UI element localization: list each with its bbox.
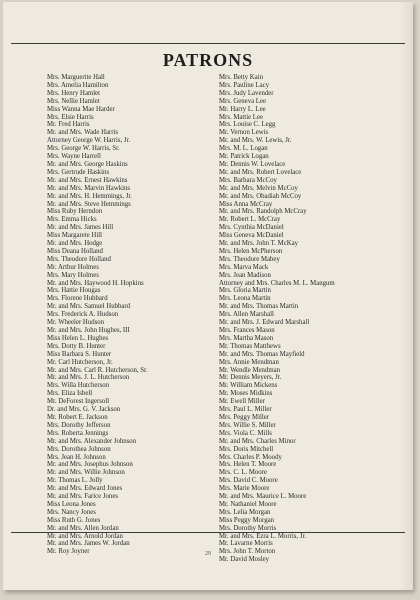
patron-name: Miss Helen L. Hughes	[47, 334, 109, 342]
patron-name: Mrs. Frederick A. Hudson	[47, 311, 119, 319]
patron-name: Mr. and Mrs. Haywood H. Hopkins	[47, 279, 144, 287]
patron-name: Mrs. Paul L. Miller	[219, 406, 272, 414]
patron-name: Mrs. Theodore Holland	[47, 255, 111, 263]
patron-name: Mr. Moses Midkins	[219, 390, 273, 398]
patron-name: Mrs. Marva Mack	[219, 263, 269, 271]
patron-name: Mr. and Mrs. Alexander Johnson	[47, 437, 137, 445]
patron-name: Mr. Roy Joyner	[47, 548, 90, 556]
patron-name: Mrs. Jean Madison	[219, 271, 271, 279]
patron-name: Mrs. Helen T. Moore	[219, 461, 277, 469]
patron-name: Mr. and Mrs. Obadiah McCoy	[219, 192, 302, 200]
patron-name: Mrs. Geneva Lee	[219, 97, 266, 105]
patron-name: Mr. Nathaniel Moore	[219, 500, 277, 508]
patron-name: Dr. and Mrs. G. V. Jackson	[47, 406, 121, 414]
patrons-list-right	[219, 74, 335, 564]
bottom-divider	[11, 532, 405, 533]
patron-name: Mrs. Gloria Martin	[219, 287, 271, 295]
patron-name: Mr. Patrick Logan	[219, 153, 269, 161]
patron-name: Mrs. Roberta Jennings	[47, 429, 109, 437]
patron-name: Mr. and Mrs. Hodge	[47, 240, 103, 248]
patron-name: Attorney George W. Harris, Jr.	[47, 137, 131, 145]
patron-name: Miss Leona Jones	[47, 500, 96, 508]
patron-name: Mr. and Mrs. Charles Minor	[219, 437, 296, 445]
patron-name: Mrs. Allen Marshall	[219, 311, 274, 319]
patron-name: Mrs. M. L. Logan	[219, 145, 268, 153]
patron-name: Mrs. Willie S. Miller	[219, 421, 276, 429]
patron-name: Mr. and Mrs. Arnold Jordan	[47, 532, 123, 540]
patron-name: Mrs. Jean H. Johnson	[47, 453, 106, 461]
patron-name: Miss Barbara S. Hunter	[47, 350, 112, 358]
patron-name: Miss Peggy Morgan	[219, 516, 275, 524]
patrons-list-left	[47, 74, 148, 556]
patron-name: Mrs. Dorothy Morris	[219, 524, 277, 532]
patron-name: Mr. and Mrs. W. Lewis, Jr.	[219, 137, 292, 145]
patron-name: Mr. Dennis W. Lovelace	[219, 160, 286, 168]
patron-name: Mr. Carl Hutcherson, Jr.	[47, 358, 113, 366]
patron-name: Mr. Ewell Miller	[219, 398, 265, 406]
patron-name: Mrs. Wayne Harrell	[47, 153, 101, 161]
patron-name: Mrs. Barbara McCoy	[219, 176, 277, 184]
patron-name: Mr. and Mrs. John Hughes, III	[47, 327, 130, 334]
patron-name: Mr. Robert L. McCray	[219, 216, 281, 224]
document-page	[3, 2, 413, 590]
patron-name: Mrs. Elsie Harris	[47, 113, 94, 121]
patron-name: Mr. and Mrs. H. Hemmings, Jr.	[47, 192, 132, 200]
patron-name: Mrs. Cynthia McDaniel	[219, 224, 284, 232]
patron-name: Mrs. Betty Kain	[219, 74, 263, 81]
patron-name: Mr. and Mrs. Carl R. Hutcherson, Sr.	[47, 366, 148, 374]
patron-name: Mr. and Mrs. Marvin Hawkins	[47, 184, 131, 192]
patron-name: Mrs. Hattie Hougas	[47, 287, 101, 295]
page-title: PATRONS	[162, 50, 254, 70]
patron-name: Mr. and Mrs. Thomas Martin	[219, 303, 299, 311]
patron-name: Mrs. Annie Mendman	[219, 358, 279, 366]
patron-name: Mrs. Viola C. Mills	[219, 429, 272, 437]
patron-name: Mr. and Mrs. George Haskins	[47, 160, 128, 168]
patron-name: Miss Margarete Hill	[47, 232, 102, 240]
patron-name: Mr. and Mrs. J. Edward Marshall	[219, 319, 310, 327]
patron-name: Mrs. David C. Moore	[219, 477, 278, 485]
patron-name: Miss Deana Holland	[47, 247, 103, 255]
patron-name: Mr. and Mrs. Willie Johnson	[47, 469, 125, 477]
patron-name: Mrs. Willa Hutcherson	[47, 382, 110, 390]
top-divider	[11, 43, 405, 44]
patron-name: Mr. David Mosley	[219, 556, 270, 564]
patron-name: Mr. and Mrs. Edward Jones	[47, 485, 123, 493]
patron-name: Mr. and Mrs. Josephus Johnson	[47, 461, 133, 469]
patron-name: Mrs. Judy Lavender	[219, 89, 274, 97]
patron-name: Mrs. Mary Holmes	[47, 271, 99, 279]
patron-name: Mrs. Martha Mason	[219, 334, 274, 342]
patron-name: Mrs. Dotty B. Hunter	[47, 342, 106, 350]
patron-name: Mr. Lavarne Morris	[219, 540, 273, 548]
patron-name: Mrs. Dorothy Jefferson	[47, 421, 111, 429]
patron-name: Mrs. Emma Hicks	[47, 216, 97, 224]
patron-name: Mrs. Charles P. Moody	[219, 453, 282, 461]
patron-name: Mr. Wendle Mendman	[219, 366, 281, 374]
patron-name: Miss Anna McCray	[219, 200, 273, 208]
patron-name: Mr. and Mrs. Ernest Hawkins	[47, 176, 128, 184]
patron-name: Mrs. Pauline Lacy	[219, 81, 270, 89]
patron-name: Mrs. Henry Hamlet	[47, 89, 101, 97]
patron-name: Mrs. Gertrude Haskins	[47, 168, 110, 176]
patron-name: Miss Wanna Mae Harder	[47, 105, 115, 113]
patron-name: Mr. and Mrs. James Hill	[47, 224, 114, 232]
patron-name: Mr. and Mrs. Allen Jordan	[47, 524, 119, 532]
patron-name: Mr. and Mrs. Thomas Mayfield	[219, 350, 305, 358]
patron-name: Mr. Arthur Holmes	[47, 263, 99, 271]
patron-name: Mrs. Marguerite Hall	[47, 74, 105, 81]
patron-name: Mr. and Mrs. Ezra L. Morris, Jr.	[219, 532, 307, 540]
patron-name: Mrs. Leona Martin	[219, 295, 271, 303]
patron-name: Mr. and Mrs. James W. Jordan	[47, 540, 130, 548]
patron-name: Mr. and Mrs. Wade Harris	[47, 129, 119, 137]
patron-name: Mrs. Doris Mitchell	[219, 445, 274, 453]
patron-name: Mr. Vernon Lewis	[219, 129, 269, 137]
patron-name: Mrs. Frances Mason	[219, 327, 275, 334]
patron-name: Mr. DeForest Ingersoll	[47, 398, 110, 406]
patron-name: Mr. Robert E. Jackson	[47, 413, 108, 421]
patron-name: Mrs. Marie Moore	[219, 485, 270, 493]
patron-name: Mr. and Mrs. Randolph McCray	[219, 208, 307, 216]
patron-name: Mr. and Mrs. Steve Hemmings	[47, 200, 131, 208]
patron-name: Attorney and Mrs. Charles M. L. Mangum	[219, 279, 335, 287]
patron-name: Mrs. Nellie Hamlet	[47, 97, 100, 105]
patron-name: Mrs. Theodore Mabey	[219, 255, 280, 263]
patron-name: Mrs. Helen McPherson	[219, 247, 283, 255]
patron-name: Mr. and Mrs. J. L. Hutcherson	[47, 374, 130, 382]
patron-name: Mr. and Mrs. Maurice L. Moore	[219, 493, 307, 501]
patron-name: Mrs. John T. Morton	[219, 548, 276, 556]
patron-name: Mrs. Louise C. Legg	[219, 121, 276, 129]
patron-name: Mrs. C. L. Moore	[219, 469, 267, 477]
patron-name: Mr. and Mrs. Robert Lovelace	[219, 168, 302, 176]
patron-name: Mrs. Peggy Miller	[219, 413, 270, 421]
patron-name: Mrs. Nancy Jones	[47, 508, 96, 516]
patron-name: Mr. and Mrs. Samuel Hubbard	[47, 303, 131, 311]
patron-name: Miss Ruby Herndon	[47, 208, 103, 216]
patron-name: Miss Geneva McDaniel	[219, 232, 284, 240]
patron-name: Mrs. Dorothea Johnson	[47, 445, 111, 453]
patron-name: Mrs. Lelia Morgan	[219, 508, 271, 516]
patron-name: Mr. Dennis Meyers, Jr.	[219, 374, 282, 382]
patron-name: Mr. and Mrs. Melvin McCoy	[219, 184, 298, 192]
page-number: 29	[205, 551, 211, 557]
patron-name: Mr. Thomas L. Jolly	[47, 477, 103, 485]
patron-name: Mr. and Mrs. Farice Jones	[47, 493, 118, 501]
patron-name: Mrs. George W. Harris, Sr.	[47, 145, 120, 153]
patron-name: Mr. Wheeler Hudson	[47, 319, 105, 327]
patron-name: Mr. Fred Harris	[47, 121, 90, 129]
patron-name: Mr. Thomas Matthews	[219, 342, 281, 350]
patron-name: Mr. William Mickens	[219, 382, 278, 390]
patron-name: Mr. Harry L. Lee	[219, 105, 266, 113]
patron-name: Miss Ruth G. Jones	[47, 516, 101, 524]
patron-name: Mrs. Eliza Isbell	[47, 390, 93, 398]
patron-name: Mrs. Florene Hubbard	[47, 295, 108, 303]
patron-name: Mr. and Mrs. John T. McKay	[219, 240, 299, 248]
patron-name: Mrs. Mattie Lee	[219, 113, 263, 121]
patron-name: Mrs. Amelia Hamilton	[47, 81, 109, 89]
